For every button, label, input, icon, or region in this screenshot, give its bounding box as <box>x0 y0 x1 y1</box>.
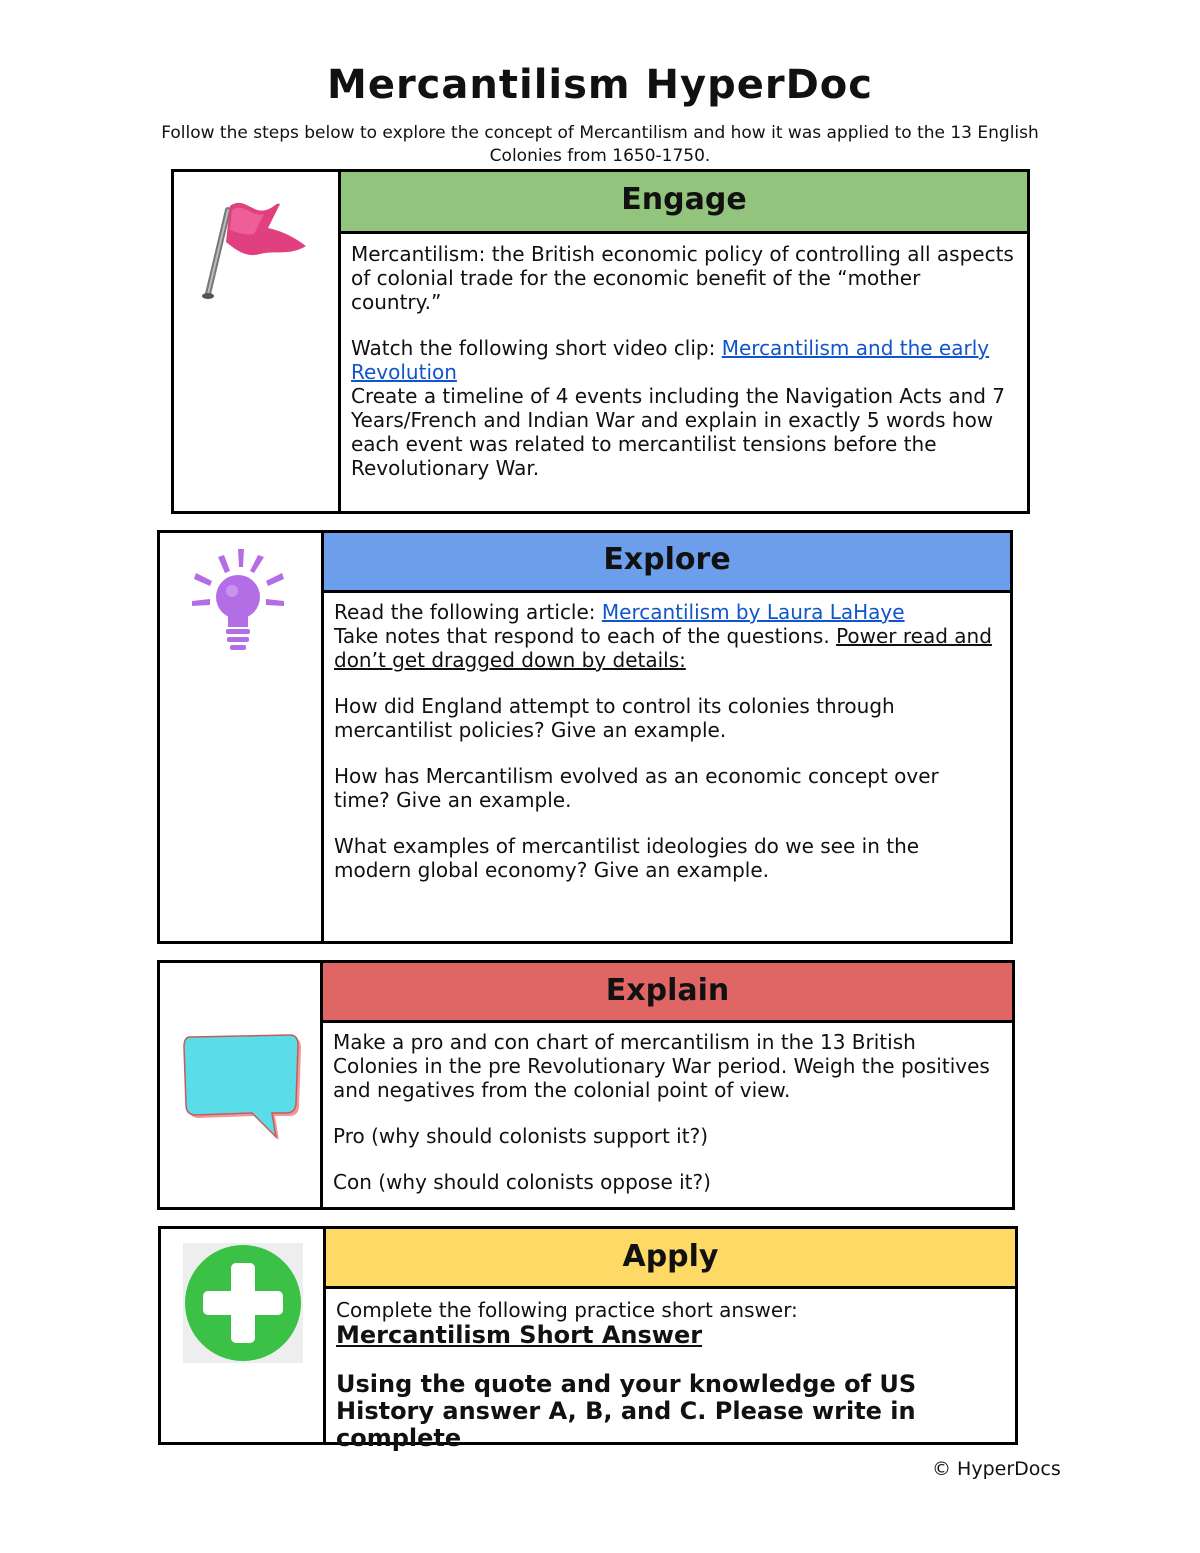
explore-question-1: How did England attempt to control its colonies through mercantilist policies? Give an example. <box>334 694 895 742</box>
apply-body <box>326 1289 1015 1452</box>
apply-card <box>158 1226 1018 1452</box>
explore-question-2: How has Mercantilism evolved as an economic concept over time? Give an example. <box>334 764 939 812</box>
explore-icon-cell <box>160 533 324 941</box>
explore-notes-prefix: Take notes that respond to each of the questions. <box>334 624 837 648</box>
apply-content <box>326 1229 1015 1452</box>
explain-task: Make a pro and con chart of mercantilism in the 13 British Colonies in the pre Revolutionary War period. Weigh the positives and negatives from the colonial point of view. <box>333 1030 990 1102</box>
pink-flag-icon <box>194 190 314 305</box>
explain-content <box>323 963 1012 1207</box>
apply-link-line <box>336 1322 1005 1349</box>
green-plus-icon <box>183 1243 303 1363</box>
explore-content <box>324 533 1010 941</box>
short-answer-link[interactable]: Mercantilism Short Answer <box>336 1321 703 1349</box>
explore-question-3: What examples of mercantilist ideologies do we see in the modern global economy? Give an example. <box>334 834 920 882</box>
explore-article-prefix: Read the following article: <box>334 600 602 624</box>
engage-content <box>341 172 1027 511</box>
engage-task: Create a timeline of 4 events including the Navigation Acts and 7 Years/French and Indian War and explain in exactly 5 words how each event was related to mercantilist tensions before the Revolutionary War. <box>351 384 1006 480</box>
explain-icon-cell <box>160 963 323 1207</box>
explain-heading: Explain <box>323 963 1012 1023</box>
explore-article-line <box>334 600 1000 624</box>
video-link[interactable]: Mercantilism and the early Revolution <box>351 336 990 384</box>
explain-con: Con (why should colonists oppose it?) <box>333 1170 711 1194</box>
page-subtitle: Follow the steps below to explore the concept of Mercantilism and how it was applied to the 13 English Colonies from 1650-1750. <box>161 123 1039 166</box>
explain-body <box>323 1023 1012 1194</box>
engage-body <box>341 234 1027 480</box>
speech-bubble-icon <box>180 1033 304 1141</box>
explore-body <box>324 593 1010 882</box>
apply-intro: Complete the following practice short answer: <box>336 1298 798 1322</box>
explain-card <box>157 960 1015 1210</box>
explore-heading: Explore <box>324 533 1010 593</box>
page-title: Mercantilism HyperDoc <box>327 62 873 108</box>
lightbulb-icon <box>188 549 288 659</box>
engage-definition: Mercantilism: the British economic policy of controlling all aspects of colonial trade for the economic benefit of the “mother country.” <box>351 242 1014 314</box>
apply-heading: Apply <box>326 1229 1015 1289</box>
article-link[interactable]: Mercantilism by Laura LaHaye <box>601 600 905 624</box>
engage-card <box>171 169 1030 514</box>
explain-pro: Pro (why should colonists support it?) <box>333 1124 708 1148</box>
apply-instruction: Using the quote and your knowledge of US History answer A, B, and C. Please write in complete <box>336 1370 917 1452</box>
engage-icon-cell <box>174 172 341 511</box>
engage-video-prefix: Watch the following short video clip: <box>351 336 722 360</box>
explore-notes-emphasis: Power read and don’t get dragged down by details: <box>334 624 992 672</box>
engage-video-line <box>351 336 1017 384</box>
copyright-footer: © HyperDocs <box>932 1458 1061 1480</box>
engage-heading: Engage <box>341 172 1027 234</box>
explore-notes <box>334 624 1000 672</box>
apply-icon-cell <box>161 1229 326 1442</box>
explore-card <box>157 530 1013 944</box>
